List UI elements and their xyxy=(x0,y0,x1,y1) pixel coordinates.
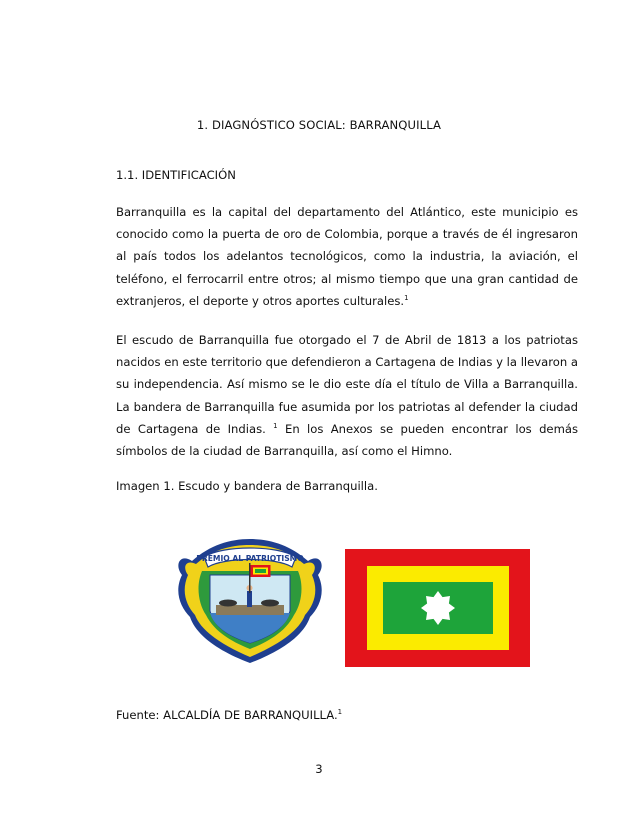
paragraph-identification xyxy=(116,201,578,312)
page-number: 3 xyxy=(315,762,323,776)
footnote-marker: 1 xyxy=(337,708,343,717)
footnote-marker: 1 xyxy=(404,293,409,302)
image-source xyxy=(116,708,342,722)
page-title: 1. DIAGNÓSTICO SOCIAL: BARRANQUILLA xyxy=(196,118,442,132)
barranquilla-flag xyxy=(345,549,530,667)
shield-banner-text: PREMIO AL PATRIOTISMO xyxy=(196,554,304,563)
paragraph-text: El escudo de Barranquilla fue otorgado el 7 de Abril de 1813 a los patriotas nacidos en este territorio que defendieron a Cartagena de Indias y la llevaron a su independencia. Así mismo se le dio este día el título de Villa a Barranquilla. La bandera de Barranquilla fue asumida por los patriotas al defender la ciudad de Cartagena de Indias. xyxy=(116,333,578,436)
paragraph-escudo xyxy=(116,329,578,462)
eight-point-star-icon xyxy=(421,591,455,625)
paragraph-text: En los Anexos se pueden encontrar los demás símbolos de la ciudad de Barranquilla, así como el Himno. xyxy=(116,421,579,459)
footnote-marker: 1 xyxy=(273,421,278,430)
image-caption: Imagen 1. Escudo y bandera de Barranquilla. xyxy=(116,479,378,493)
section-heading: 1.1. IDENTIFICACIÓN xyxy=(116,168,236,182)
barranquilla-coat-of-arms xyxy=(170,531,330,666)
paragraph-text: Barranquilla es la capital del departamento del Atlántico, este municipio es conocido como la puerta de oro de Colombia, porque a través de él ingresaron al país todos los adelantos tecnológicos, como la industria, la aviación, el teléfono, el ferrocarril entre otros; al mismo tiempo que una gran cantidad de extranjeros, el deporte y otros aportes culturales. xyxy=(116,205,578,308)
source-text: Fuente: ALCALDÍA DE BARRANQUILLA. xyxy=(116,708,338,722)
